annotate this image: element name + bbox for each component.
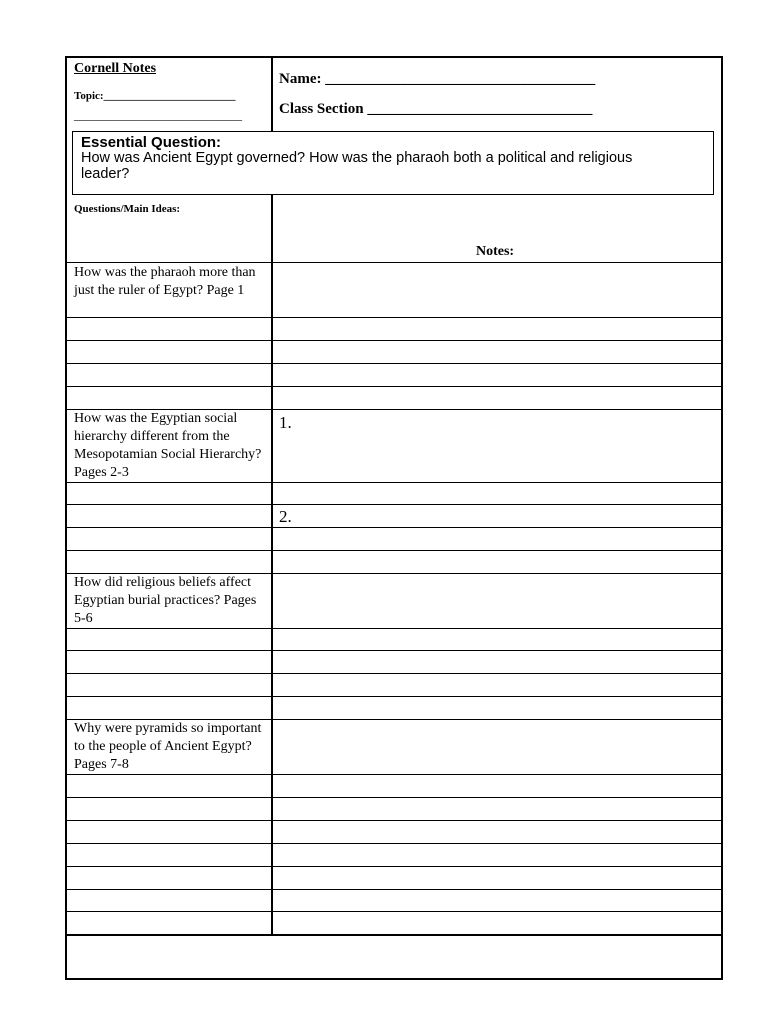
- notes-column-heading: Notes:: [476, 244, 515, 259]
- row-divider: [67, 628, 721, 629]
- topic-line: ____________________________: [74, 108, 242, 122]
- row-divider: [67, 843, 721, 844]
- topic-label: Topic:________________________: [74, 90, 236, 102]
- essential-question-label: Essential Question:: [81, 134, 222, 151]
- document-title: Cornell Notes: [74, 61, 157, 76]
- row-divider: [67, 386, 721, 387]
- row-divider: [67, 774, 721, 775]
- row-divider: [67, 911, 721, 912]
- row-divider: [67, 696, 721, 697]
- essential-question-line1: How was Ancient Egypt governed? How was the pharaoh both a political and religious: [81, 150, 633, 166]
- row-divider: [67, 340, 721, 341]
- question-4: Why were pyramids so important to the people of Ancient Egypt? Pages 7-8: [74, 721, 262, 772]
- note-number-2: 2.: [279, 507, 292, 526]
- row-divider: [67, 317, 721, 318]
- row-divider: [67, 504, 721, 505]
- row-divider: [67, 363, 721, 364]
- essential-question-line2: leader?: [81, 166, 130, 182]
- question-3: How did religious beliefs affect Egyptian burial practices? Pages 5-6: [74, 575, 257, 626]
- question-1: How was the pharaoh more than just the ruler of Egypt? Page 1: [74, 265, 256, 298]
- row-divider: [67, 889, 721, 890]
- row-divider: [67, 673, 721, 674]
- row-divider: [67, 482, 721, 483]
- row-divider: [67, 262, 721, 263]
- row-divider: [67, 820, 721, 821]
- class-section-field[interactable]: Class Section ______________________________: [279, 101, 593, 117]
- essential-question-box: [72, 131, 714, 195]
- note-number-1: 1.: [279, 413, 292, 432]
- column-divider: [271, 58, 273, 131]
- question-2: How was the Egyptian social hierarchy different from the Mesopotamian Social Hierarchy? Pages 2-3: [74, 411, 262, 480]
- row-divider: [67, 650, 721, 651]
- summary-area[interactable]: [67, 936, 721, 978]
- cornell-notes-sheet: [65, 56, 723, 980]
- name-field[interactable]: Name: ____________________________________: [279, 71, 596, 87]
- row-divider: [67, 866, 721, 867]
- column-divider: [271, 195, 273, 935]
- row-divider: [67, 550, 721, 551]
- row-divider: [67, 527, 721, 528]
- row-divider: [67, 797, 721, 798]
- questions-column-heading: Questions/Main Ideas:: [74, 203, 181, 215]
